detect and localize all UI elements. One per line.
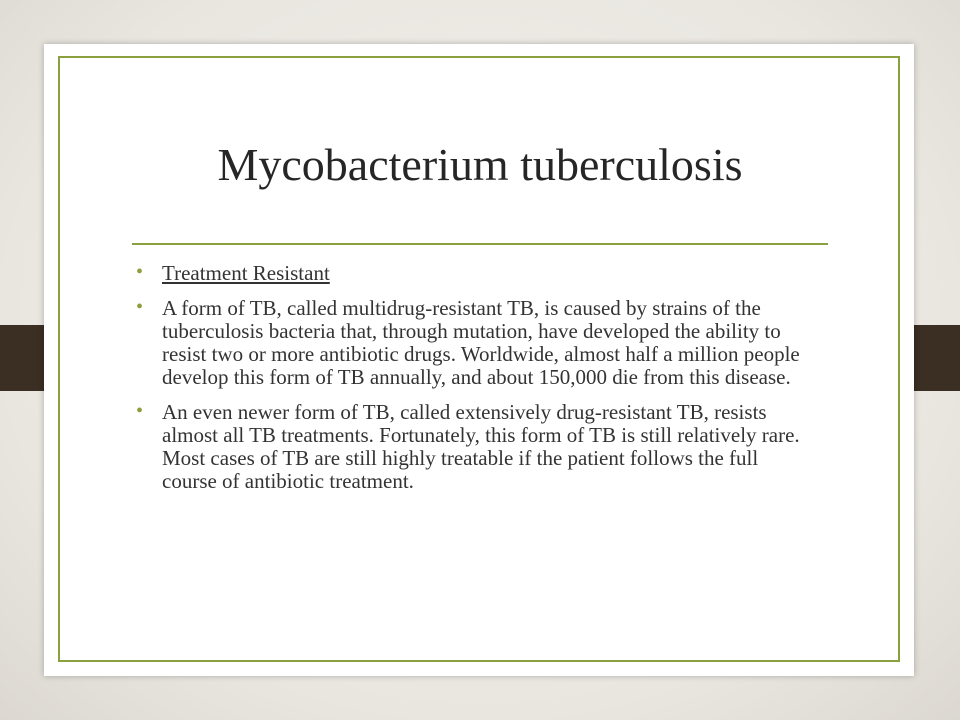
title-divider — [132, 243, 828, 245]
slide-title: Mycobacterium tuberculosis — [217, 139, 743, 190]
bullet-text: An even newer form of TB, called extensively drug-resistant TB, resists almost all TB treatments. Fortunately, this form of TB is still relatively rare. Most cases of TB are still highly treatable if the patient follows the full course of antibiotic treatment. — [162, 400, 800, 493]
bullet-text: A form of TB, called multidrug-resistant TB, is caused by strains of the tuberculosis bacteria that, through mutation, have developed the ability to resist two or more antibiotic drugs. Worldwide, almost half a million people develop this form of TB annually, and about 150,000 die from this disease. — [162, 296, 800, 389]
right-side-tab — [906, 325, 960, 391]
bullet-heading: Treatment Resistant — [162, 261, 330, 285]
bullet-item — [132, 297, 812, 389]
bullet-dot-icon: • — [136, 296, 144, 318]
bullet-item — [132, 401, 812, 493]
bullet-list — [132, 262, 812, 505]
bullet-dot-icon: • — [136, 400, 144, 422]
bullet-item — [132, 262, 812, 285]
bullet-dot-icon: • — [136, 261, 144, 283]
